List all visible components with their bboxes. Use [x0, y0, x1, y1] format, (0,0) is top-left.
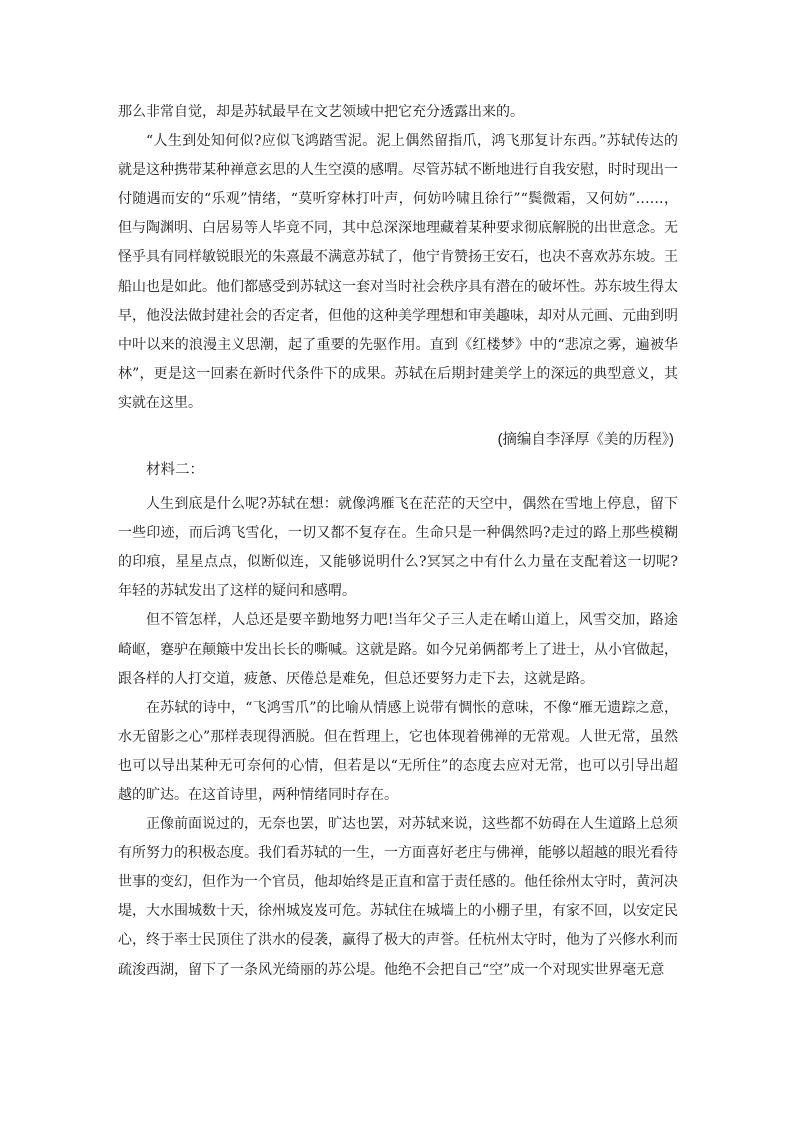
paragraph-continuation: 那么非常自觉，却是苏轼最早在文艺领域中把它充分透露出来的。 [118, 104, 524, 120]
paragraph-road: 但不管怎样，人总还是要辛勤地努力吧!当年父子三人走在崤山道上，风雪交加，路途崎岖，蹇驴在颠簸中发出长长的嘶喊。这就是路。如今兄弟俩都考上了进士，从小官做起，跟各样的人打交道，疲惫、厌倦总是难免，但总还要努力走下去，这就是路。 [118, 612, 678, 687]
document-page [118, 98, 678, 985]
paragraph-su-shi-poem: “人生到处知何似?应似飞鸿踏雪泥。泥上偶然留指爪，鸿飞那复计东西。”苏轼传达的就是这种携带某种禅意玄思的人生空漠的感喟。尽管苏轼不断地进行自我安慰，时时现出一付随遇而安的“乐观”情绪，“莫听穿林打叶声，何妨吟啸且徐行”“鬓微霜，又何妨”……，但与陶渊明、白居易等人毕竟不同，其中总深深地理藏着某种要求彻底解脱的出世意念。无怪乎具有同样敏锐眼光的朱熹最不满意苏轼了，他宁肯赞扬王安石，也决不喜欢苏东坡。王船山也是如此。他们都感受到苏轼这一套对当时社会秩序具有潜在的破坏性。苏东坡生得太早，他没法做封建社会的否定者，但他的这种美学理想和审美趣味，却对从元画、元曲到明中叶以来的浪漫主义思潮，起了重要的先驱作用。直到《红楼梦》中的“悲凉之雾，遍被华林”，更是这一回素在新时代条件下的成果。苏轼在后期封建美学上的深远的典型意义，其实就在这里。 [118, 133, 678, 411]
paragraph-life-question: 人生到底是什么呢?苏轼在想：就像鸿雁飞在茫茫的天空中，偶然在雪地上停息，留下一些印迹，而后鸿飞雪化，一切又都不复存在。生命只是一种偶然吗?走过的路上那些模糊的印痕，星星点点，似断似连，又能够说明什么?冥冥之中有什么力量在支配着这一切呢?年轻的苏轼发出了这样的疑问和感喟。 [118, 496, 678, 600]
paragraph-official-career: 正像前面说过的，无奈也罢，旷达也罢，对苏轼来说，这些都不妨碍在人生道路上总须有所努力的积极态度。我们看苏轼的一生，一方面喜好老庄与佛禅，能够以超越的眼光看待世事的变幻，但作为一个官员，他却始终是正直和富于责任感的。他任徐州太守时，黄河决堤，大水围城数十天，徐州城岌岌可危。苏轼住在城墙上的小棚子里，有家不回，以安定民心，终于率士民顶住了洪水的侵袭，赢得了极大的声誉。任杭州太守时，他为了兴修水利而疏浚西湖，留下了一条风光绮丽的苏公堤。他绝不会把自己“空”成一个对现实世界毫无意 [118, 816, 678, 978]
source-citation: (摘编自李泽厚《美的历程》) [497, 432, 674, 449]
material-heading: 材料二： [146, 462, 204, 479]
paragraph-flying-goose: 在苏轼的诗中，“飞鸿雪爪”的比喻从情感上说带有惆怅的意味，不像“雁无遗踪之意，水无留影之心”那样表现得洒脱。但在哲理上，它也体现着佛禅的无常观。人世无常，虽然也可以导出某种无可奈何的心情，但若是以“无所住”的态度去应对无常，也可以引导出超越的旷达。在这首诗里，两种情绪同时存在。 [118, 699, 678, 803]
